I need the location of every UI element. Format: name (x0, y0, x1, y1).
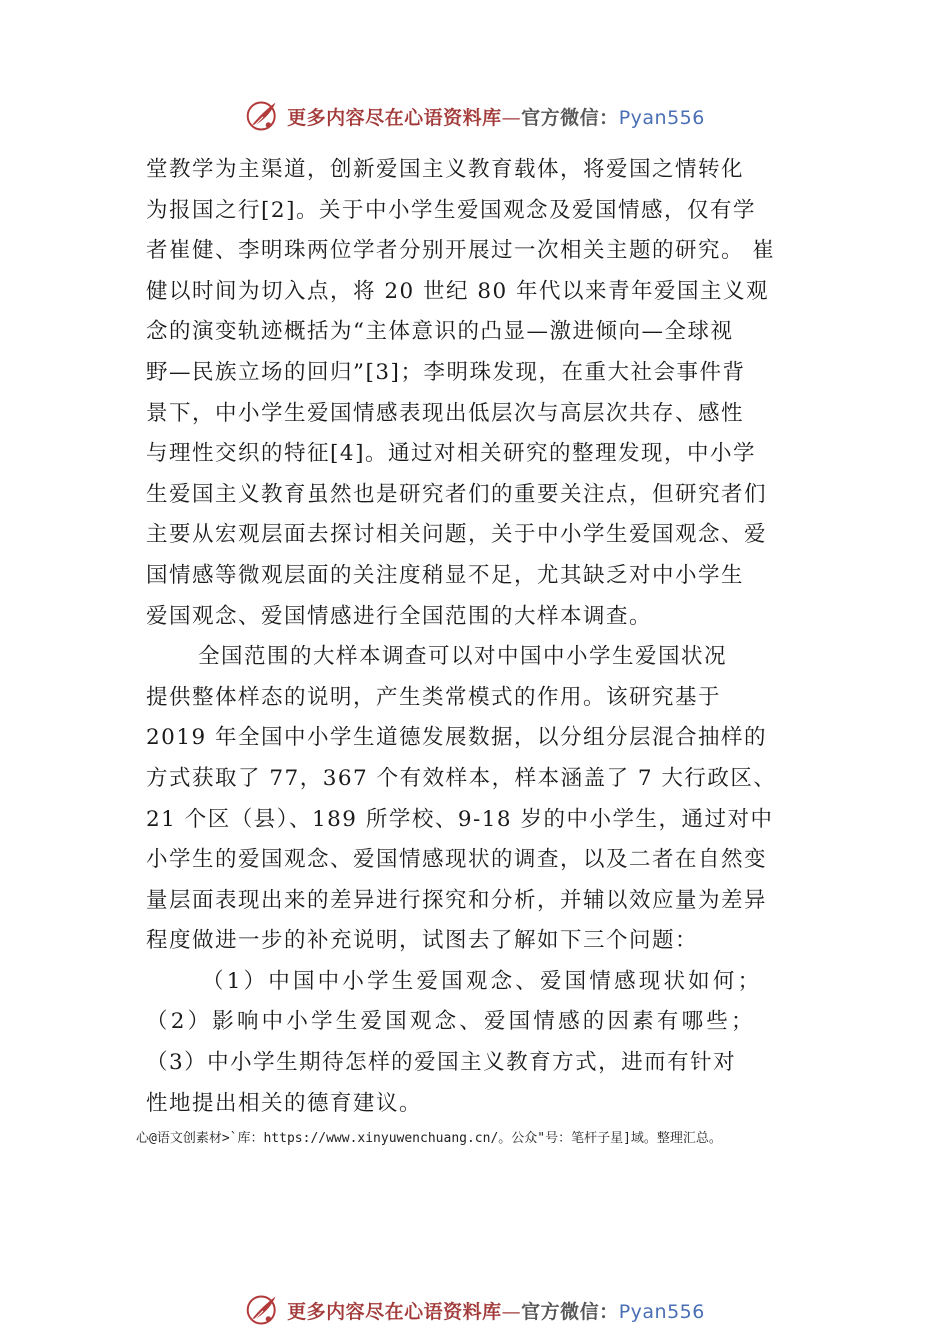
banner-text (287, 103, 705, 130)
para1-line: 国情感等微观层面的关注度稍显不足，尤其缺乏对中小学生 (146, 562, 745, 588)
question-3-cont: 性地提出相关的德育建议。 (146, 1090, 423, 1116)
question-1: （1）中国中小学生爱国观念、爱国情感现状如何； (202, 968, 763, 994)
para1-line: 为报国之行[2]。关于中小学生爱国观念及爱国情感，仅有学 (146, 197, 756, 223)
para1-line: 念的演变轨迹概括为“主体意识的凸显—激进倾向—全球视 (146, 319, 734, 345)
banner-separator: — (501, 1300, 522, 1323)
para1-line: 与理性交织的特征[4]。通过对相关研究的整理发现，中小学 (146, 441, 756, 467)
para1-line: 者崔健、李明珠两位学者分别开展过一次相关主题的研究。 崔 (146, 238, 776, 264)
banner-text (287, 1297, 705, 1324)
banner-account: Pyan556 (618, 1300, 705, 1323)
banner-brand: 更多内容尽在心语资料库 (287, 1300, 502, 1323)
quill-logo-icon (245, 1292, 281, 1328)
para1-line: 爱国观念、爱国情感进行全国范围的大样本调查。 (146, 603, 653, 629)
document-body (146, 150, 816, 1124)
banner-brand: 更多内容尽在心语资料库 (287, 106, 502, 129)
para2-line: 量层面表现出来的差异进行探究和分析，并辅以效应量为差异 (146, 887, 768, 913)
para2-line: 方式获取了 77，367 个有效样本，样本涵盖了 7 大行政区、 (146, 765, 777, 791)
banner-wechat-label: 官方微信： (521, 106, 619, 129)
para2-line: 2019 年全国中小学生道德发展数据，以分组分层混合抽样的 (146, 725, 768, 751)
banner-separator: — (501, 106, 522, 129)
banner-account: Pyan556 (618, 106, 705, 129)
banner-wechat-label: 官方微信： (521, 1300, 619, 1323)
para1-line: 景下，中小学生爱国情感表现出低层次与高层次共存、感性 (146, 400, 745, 426)
footer-banner (0, 1290, 950, 1330)
para1-line: 生爱国主义教育虽然也是研究者们的重要关注点，但研究者们 (146, 481, 768, 507)
para1-line: 堂教学为主渠道，创新爱国主义教育载体，将爱国之情转化 (146, 157, 745, 182)
para2-line: 小学生的爱国观念、爱国情感现状的调查，以及二者在自然变 (146, 847, 768, 873)
question-2: （2）影响中小学生爱国观念、爱国情感的因素有哪些； (146, 1009, 756, 1035)
para2-line: 21 个区（县）、189 所学校、9-18 岁的中小学生，通过对中 (146, 806, 774, 832)
source-note: 心@语文创素材>`库：https://www.xinyuwenchuang.cn/。公众"号：笔杆子星]域。整理汇总。 (136, 1131, 722, 1146)
question-3: （3）中小学生期待怎样的爱国主义教育方式，进而有针对 (146, 1050, 737, 1076)
para1-line: 主要从宏观层面去探讨相关问题，关于中小学生爱国观念、爱 (146, 522, 768, 548)
header-banner (0, 96, 950, 136)
quill-logo-icon (245, 98, 281, 134)
para1-line: 野—民族立场的回归”[3]；李明珠发现，在重大社会事件背 (146, 359, 746, 385)
para2-line: 全国范围的大样本调查可以对中国中小学生爱国状况 (198, 644, 728, 670)
para1-line: 健以时间为切入点，将 20 世纪 80 年代以来青年爱国主义观 (146, 278, 770, 304)
para2-line: 程度做进一步的补充说明，试图去了解如下三个问题： (146, 928, 699, 954)
para2-line: 提供整体样态的说明，产生类常模式的作用。该研究基于 (146, 684, 722, 710)
